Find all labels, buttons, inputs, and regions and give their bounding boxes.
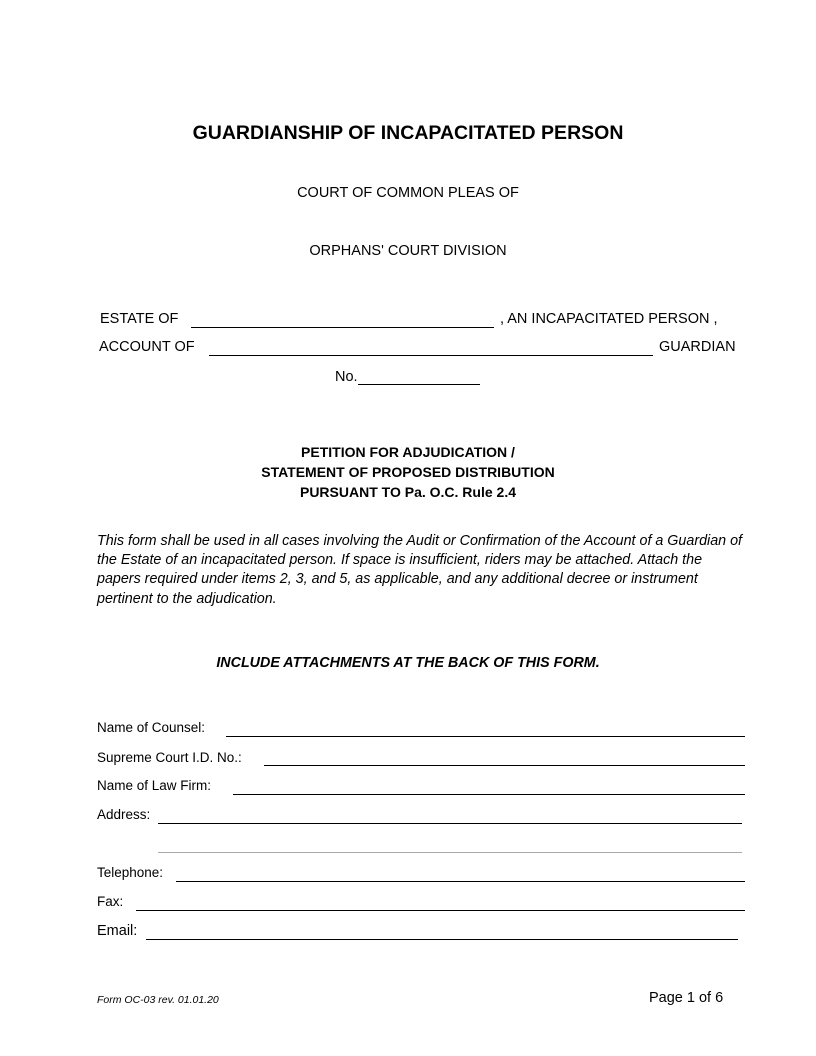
counsel-field[interactable] — [226, 736, 745, 737]
estate-name-field[interactable] — [191, 327, 494, 328]
law-firm-label: Name of Law Firm: — [97, 778, 212, 793]
email-field[interactable] — [146, 939, 738, 940]
fax-field[interactable] — [136, 910, 745, 911]
attachments-note: INCLUDE ATTACHMENTS AT THE BACK OF THIS FORM. — [216, 655, 600, 671]
case-number-label: No. — [335, 369, 358, 385]
case-number-field[interactable] — [358, 384, 480, 385]
counsel-label: Name of Counsel: — [97, 720, 206, 735]
guardian-label: GUARDIAN — [659, 339, 736, 355]
law-firm-field[interactable] — [233, 794, 745, 795]
page-number: Page 1 of 6 — [649, 990, 724, 1006]
address-field-line-1[interactable] — [158, 823, 742, 824]
division-line: ORPHANS' COURT DIVISION — [309, 243, 507, 259]
incapacitated-person-label: , AN INCAPACITATED PERSON , — [500, 311, 718, 327]
petition-line-2: STATEMENT OF PROPOSED DISTRIBUTION — [261, 464, 555, 480]
form-id: Form OC-03 rev. 01.01.20 — [97, 994, 219, 1006]
account-of-label: ACCOUNT OF — [99, 339, 195, 355]
page-title: GUARDIANSHIP OF INCAPACITATED PERSON — [192, 122, 624, 144]
court-id-label: Supreme Court I.D. No.: — [97, 750, 242, 765]
address-label: Address: — [97, 807, 151, 822]
telephone-field[interactable] — [176, 881, 745, 882]
fax-label: Fax: — [97, 894, 124, 909]
petition-line-1: PETITION FOR ADJUDICATION / — [301, 444, 515, 460]
telephone-label: Telephone: — [97, 865, 164, 880]
instructions-paragraph: This form shall be used in all cases involving the Audit or Confirmation of the Account of a Guardian of the Estate of an incapacitated person. If space is insufficient, riders may be attached. Attach the papers required under items 2, 3, and 5, as applicable, and any additional decree or instrument pertinent to the adjudication. — [97, 533, 743, 607]
email-label: Email: — [97, 923, 138, 939]
petition-line-3: PURSUANT TO Pa. O.C. Rule 2.4 — [299, 484, 516, 500]
court-line: COURT OF COMMON PLEAS OF — [297, 185, 519, 201]
address-field-line-2[interactable] — [158, 852, 742, 853]
account-name-field[interactable] — [209, 355, 653, 356]
estate-of-label: ESTATE OF — [100, 311, 179, 327]
court-id-field[interactable] — [264, 765, 745, 766]
